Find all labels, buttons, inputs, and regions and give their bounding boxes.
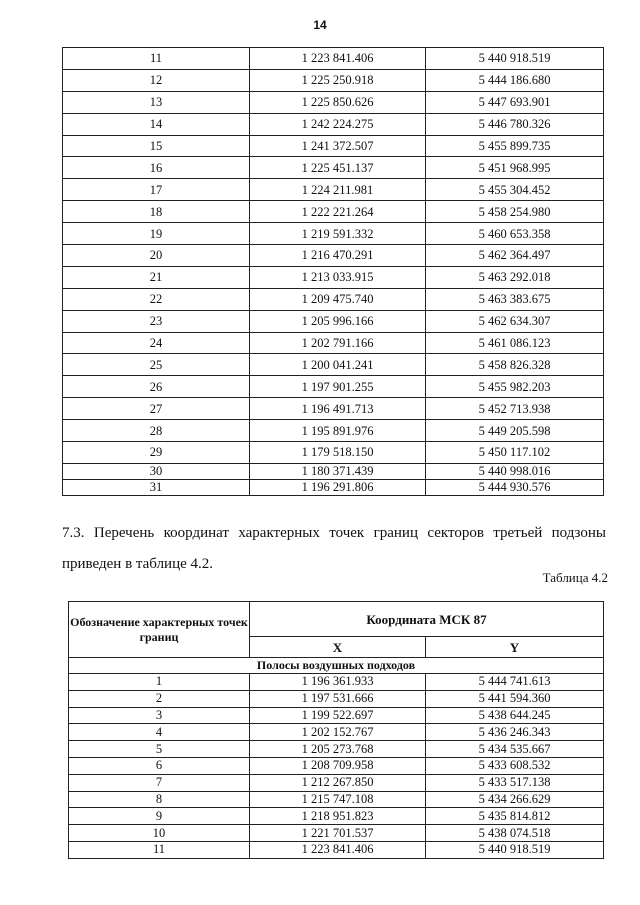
table-row <box>63 157 604 179</box>
x-coordinate: 1 241 372.507 <box>250 135 426 157</box>
y-coordinate: 5 461 086.123 <box>426 332 604 354</box>
x-coordinate: 1 202 791.166 <box>250 332 426 354</box>
table-row <box>63 48 604 70</box>
x-coordinate: 1 219 591.332 <box>250 223 426 245</box>
coordinates-table-4-2 <box>68 601 604 859</box>
x-coordinate: 1 196 291.806 <box>250 479 426 495</box>
y-coordinate: 5 440 998.016 <box>426 463 604 479</box>
y-coordinate: 5 434 535.667 <box>426 741 604 758</box>
x-coordinate: 1 179 518.150 <box>250 442 426 464</box>
point-number: 24 <box>63 332 250 354</box>
x-coordinate: 1 218 951.823 <box>250 808 426 825</box>
y-coordinate: 5 449 205.598 <box>426 420 604 442</box>
point-number: 16 <box>63 157 250 179</box>
x-coordinate: 1 225 250.918 <box>250 69 426 91</box>
point-number: 13 <box>63 91 250 113</box>
table-row <box>63 479 604 495</box>
table-row <box>63 463 604 479</box>
table-row <box>63 376 604 398</box>
y-coordinate: 5 451 968.995 <box>426 157 604 179</box>
point-number: 12 <box>63 69 250 91</box>
point-number: 26 <box>63 376 250 398</box>
section-row <box>69 658 604 674</box>
point-number: 29 <box>63 442 250 464</box>
table-row <box>69 825 604 842</box>
y-coordinate: 5 440 918.519 <box>426 841 604 858</box>
y-coordinate: 5 436 246.343 <box>426 724 604 741</box>
x-coordinate: 1 242 224.275 <box>250 113 426 135</box>
point-number: 4 <box>69 724 250 741</box>
y-coordinate: 5 452 713.938 <box>426 398 604 420</box>
point-number: 10 <box>69 825 250 842</box>
y-coordinate: 5 441 594.360 <box>426 690 604 707</box>
x-coordinate: 1 221 701.537 <box>250 825 426 842</box>
table-row <box>69 841 604 858</box>
point-number: 2 <box>69 690 250 707</box>
y-coordinate: 5 463 383.675 <box>426 288 604 310</box>
x-coordinate: 1 180 371.439 <box>250 463 426 479</box>
table-row <box>69 707 604 724</box>
table-row <box>63 69 604 91</box>
coordinates-table-continued <box>62 47 604 496</box>
x-coordinate: 1 216 470.291 <box>250 245 426 267</box>
x-coordinate: 1 208 709.958 <box>250 757 426 774</box>
x-coordinate: 1 224 211.981 <box>250 179 426 201</box>
x-coordinate: 1 205 996.166 <box>250 310 426 332</box>
table-row <box>69 690 604 707</box>
table-row <box>63 310 604 332</box>
x-coordinate: 1 200 041.241 <box>250 354 426 376</box>
x-coordinate: 1 202 152.767 <box>250 724 426 741</box>
y-coordinate: 5 433 517.138 <box>426 774 604 791</box>
point-number: 7 <box>69 774 250 791</box>
point-number: 14 <box>63 113 250 135</box>
y-coordinate: 5 455 899.735 <box>426 135 604 157</box>
x-coordinate: 1 223 841.406 <box>250 48 426 70</box>
y-coordinate: 5 458 254.980 <box>426 201 604 223</box>
x-coordinate: 1 199 522.697 <box>250 707 426 724</box>
point-number: 8 <box>69 791 250 808</box>
table-row <box>63 201 604 223</box>
point-number: 23 <box>63 310 250 332</box>
point-number: 6 <box>69 757 250 774</box>
y-coordinate: 5 434 266.629 <box>426 791 604 808</box>
y-coordinate: 5 438 644.245 <box>426 707 604 724</box>
y-coordinate: 5 440 918.519 <box>426 48 604 70</box>
header-x: X <box>250 637 426 658</box>
table-row <box>63 223 604 245</box>
header-points: Обозначение характерных точек границ <box>69 602 250 658</box>
x-coordinate: 1 197 901.255 <box>250 376 426 398</box>
section-paragraph: 7.3. Перечень координат характерных точек границ секторов третьей подзоны приведен в таблице 4.2. <box>62 525 606 572</box>
table-row <box>63 245 604 267</box>
x-coordinate: 1 195 891.976 <box>250 420 426 442</box>
point-number: 27 <box>63 398 250 420</box>
y-coordinate: 5 462 364.497 <box>426 245 604 267</box>
table-row <box>69 757 604 774</box>
point-number: 25 <box>63 354 250 376</box>
x-coordinate: 1 197 531.666 <box>250 690 426 707</box>
table-row <box>63 398 604 420</box>
page-number: 14 <box>313 18 327 32</box>
point-number: 21 <box>63 266 250 288</box>
table-caption: Таблица 4.2 <box>542 570 608 585</box>
table2-header <box>69 602 604 658</box>
point-number: 17 <box>63 179 250 201</box>
y-coordinate: 5 458 826.328 <box>426 354 604 376</box>
header-y: Y <box>426 637 604 658</box>
x-coordinate: 1 196 491.713 <box>250 398 426 420</box>
y-coordinate: 5 444 930.576 <box>426 479 604 495</box>
y-coordinate: 5 435 814.812 <box>426 808 604 825</box>
x-coordinate: 1 209 475.740 <box>250 288 426 310</box>
y-coordinate: 5 462 634.307 <box>426 310 604 332</box>
table-row <box>63 354 604 376</box>
table-row <box>63 442 604 464</box>
x-coordinate: 1 212 267.850 <box>250 774 426 791</box>
point-number: 20 <box>63 245 250 267</box>
y-coordinate: 5 444 741.613 <box>426 674 604 691</box>
table-row <box>63 113 604 135</box>
table-row <box>69 774 604 791</box>
y-coordinate: 5 455 304.452 <box>426 179 604 201</box>
point-number: 9 <box>69 808 250 825</box>
table-row <box>63 135 604 157</box>
point-number: 30 <box>63 463 250 479</box>
point-number: 5 <box>69 741 250 758</box>
table1-body <box>63 48 604 496</box>
point-number: 11 <box>69 841 250 858</box>
point-number: 3 <box>69 707 250 724</box>
x-coordinate: 1 215 747.108 <box>250 791 426 808</box>
x-coordinate: 1 223 841.406 <box>250 841 426 858</box>
table-row <box>69 808 604 825</box>
point-number: 1 <box>69 674 250 691</box>
y-coordinate: 5 450 117.102 <box>426 442 604 464</box>
x-coordinate: 1 196 361.933 <box>250 674 426 691</box>
table-row <box>63 266 604 288</box>
point-number: 19 <box>63 223 250 245</box>
table-row <box>63 288 604 310</box>
y-coordinate: 5 433 608.532 <box>426 757 604 774</box>
table-row <box>69 674 604 691</box>
table-row <box>63 420 604 442</box>
x-coordinate: 1 225 850.626 <box>250 91 426 113</box>
point-number: 22 <box>63 288 250 310</box>
table-row <box>69 791 604 808</box>
table-row <box>63 179 604 201</box>
y-coordinate: 5 463 292.018 <box>426 266 604 288</box>
y-coordinate: 5 444 186.680 <box>426 69 604 91</box>
point-number: 31 <box>63 479 250 495</box>
y-coordinate: 5 446 780.326 <box>426 113 604 135</box>
x-coordinate: 1 205 273.768 <box>250 741 426 758</box>
section-title: Полосы воздушных подходов <box>69 658 604 674</box>
point-number: 11 <box>63 48 250 70</box>
table-row <box>63 332 604 354</box>
x-coordinate: 1 222 221.264 <box>250 201 426 223</box>
y-coordinate: 5 455 982.203 <box>426 376 604 398</box>
y-coordinate: 5 447 693.901 <box>426 91 604 113</box>
table2-body <box>69 658 604 859</box>
y-coordinate: 5 460 653.358 <box>426 223 604 245</box>
y-coordinate: 5 438 074.518 <box>426 825 604 842</box>
point-number: 15 <box>63 135 250 157</box>
header-coordinate: Координата МСК 87 <box>250 602 604 637</box>
point-number: 28 <box>63 420 250 442</box>
table-row <box>63 91 604 113</box>
x-coordinate: 1 213 033.915 <box>250 266 426 288</box>
table-row <box>69 724 604 741</box>
table-row <box>69 741 604 758</box>
point-number: 18 <box>63 201 250 223</box>
x-coordinate: 1 225 451.137 <box>250 157 426 179</box>
